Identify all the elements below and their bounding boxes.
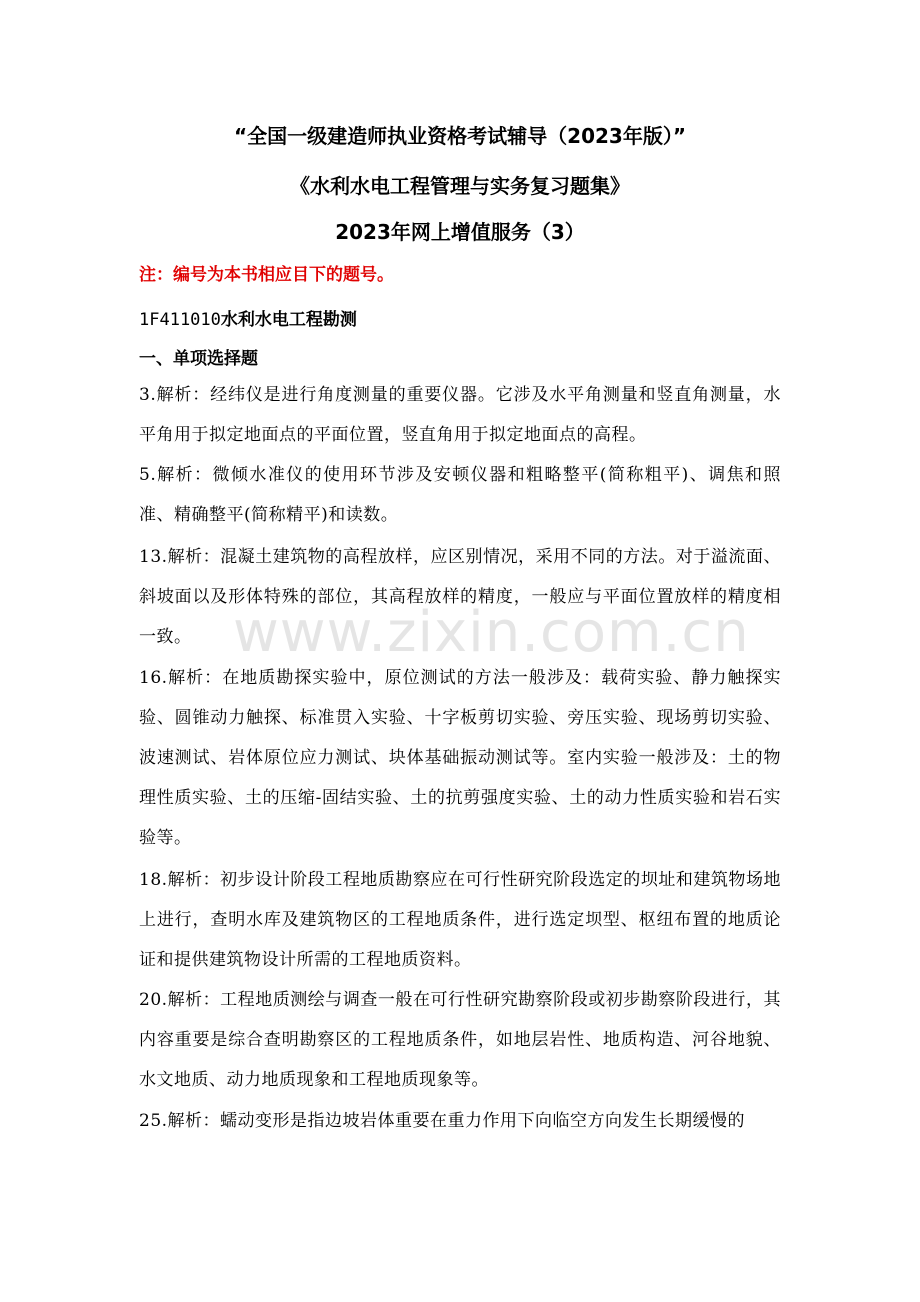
answer-paragraph: 3.解析：经纬仪是进行角度测量的重要仪器。它涉及水平角测量和竖直角测量，水平角用于拟定地面点的平面位置，竖直角用于拟定地面点的高程。	[139, 385, 781, 445]
document-title-line3: 2023年网上增值服务（3）	[335, 220, 585, 244]
question-type-heading: 一、单项选择题	[139, 349, 258, 369]
answer-paragraph: 20.解析：工程地质测绘与调查一般在可行性研究勘察阶段或初步勘察阶段进行，其内容重要是综合查明勘察区的工程地质条件，如地层岩性、地质构造、河谷地貌、水文地质、动力地质现象和工程地质现象等。	[139, 990, 781, 1090]
section-name: 水利水电工程勘测	[220, 310, 357, 330]
watermark-text: www.zixin.com.cn	[233, 600, 750, 665]
answer-paragraph: 18.解析：初步设计阶段工程地质勘察应在可行性研究阶段选定的坝址和建筑物场地上进行，查明水库及建筑物区的工程地质条件，进行选定坝型、枢纽布置的地质论证和提供建筑物设计所需的工程地质资料。	[139, 870, 781, 970]
answer-paragraph: 13.解析：混凝土建筑物的高程放样，应区别情况，采用不同的方法。对于溢流面、斜坡面以及形体特殊的部位，其高程放样的精度，一般应与平面位置放样的精度相一致。	[139, 547, 781, 647]
section-code: 1F411010	[139, 310, 221, 330]
answer-paragraph: 25.解析：蠕动变形是指边坡岩体重要在重力作用下向临空方向发生长期缓慢的	[139, 1111, 746, 1131]
section-title	[139, 307, 357, 333]
document-title-line1: “全国一级建造师执业资格考试辅导（2023年版）”	[234, 124, 686, 148]
answer-paragraph: 5.解析：微倾水准仪的使用环节涉及安顿仪器和粗略整平(简称粗平)、调焦和照准、精确整平(简称精平)和读数。	[139, 465, 781, 525]
document-title-line2: 《水利水电工程管理与实务复习题集》	[290, 174, 630, 198]
note-text: 注：编号为本书相应目下的题号。	[139, 265, 394, 285]
answer-paragraph: 16.解析：在地质勘探实验中，原位测试的方法一般涉及：载荷实验、静力触探实验、圆锥动力触探、标准贯入实验、十字板剪切实验、旁压实验、现场剪切实验、波速测试、岩体原位应力测试、块体基础振动测试等。室内实验一般涉及：土的物理性质实验、土的压缩-固结实验、土的抗剪强度实验、土的动力性质实验和岩石实验等。	[139, 668, 781, 848]
